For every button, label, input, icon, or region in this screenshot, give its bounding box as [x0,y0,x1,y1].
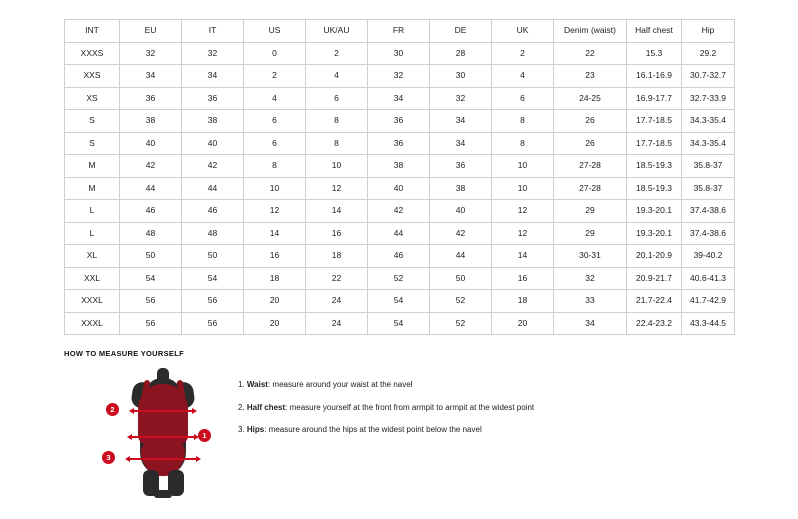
cell-int: M [65,177,120,200]
cell-it: 50 [182,245,244,268]
cell-denim-waist: 29 [554,200,627,223]
cell-it: 46 [182,200,244,223]
cell-half-chest: 20.1-20.9 [627,245,682,268]
cell-hip: 35.8-37 [682,177,735,200]
cell-it: 36 [182,87,244,110]
cell-half-chest: 22.4-23.2 [627,312,682,335]
cell-half-chest: 21.7-22.4 [627,290,682,313]
cell-uk: 10 [492,177,554,200]
column-header-uk: UK [492,20,554,43]
mannequin-illustration [106,366,220,496]
column-header-eu: EU [120,20,182,43]
arrow-left-icon [125,456,130,462]
cell-de: 38 [430,177,492,200]
cell-it: 40 [182,132,244,155]
cell-uk-au: 22 [306,267,368,290]
cell-eu: 56 [120,290,182,313]
measure-step-waist [238,380,534,390]
cell-de: 32 [430,87,492,110]
cell-us: 8 [244,155,306,178]
cell-uk: 20 [492,312,554,335]
cell-half-chest: 17.7-18.5 [627,110,682,133]
cell-eu: 40 [120,132,182,155]
cell-fr: 40 [368,177,430,200]
badge-waist: 1 [198,429,211,442]
cell-uk: 2 [492,42,554,65]
cell-half-chest: 16.1-16.9 [627,65,682,88]
cell-uk: 8 [492,110,554,133]
cell-uk: 16 [492,267,554,290]
cell-us: 10 [244,177,306,200]
cell-half-chest: 17.7-18.5 [627,132,682,155]
cell-de: 52 [430,312,492,335]
cell-denim-waist: 26 [554,132,627,155]
cell-it: 44 [182,177,244,200]
cell-fr: 46 [368,245,430,268]
cell-uk-au: 24 [306,290,368,313]
cell-hip: 34.3-35.4 [682,132,735,155]
column-header-uk-au: UK/AU [306,20,368,43]
cell-us: 2 [244,65,306,88]
step-term: Half chest [246,402,286,412]
cell-de: 52 [430,290,492,313]
step-term: Hips [246,425,265,435]
cell-de: 40 [430,200,492,223]
cell-hip: 29.2 [682,42,735,65]
how-to-measure-body [64,366,734,496]
table-row [65,155,735,178]
cell-fr: 36 [368,132,430,155]
cell-it: 38 [182,110,244,133]
cell-fr: 54 [368,312,430,335]
table-row [65,87,735,110]
cell-denim-waist: 33 [554,290,627,313]
cell-uk: 14 [492,245,554,268]
table-row [65,110,735,133]
cell-eu: 38 [120,110,182,133]
cell-eu: 44 [120,177,182,200]
cell-hip: 41.7-42.9 [682,290,735,313]
column-header-denim-waist: Denim (waist) [554,20,627,43]
cell-fr: 30 [368,42,430,65]
cell-eu: 36 [120,87,182,110]
cell-it: 42 [182,155,244,178]
cell-uk-au: 12 [306,177,368,200]
size-conversion-table-container [64,19,734,335]
cell-uk-au: 18 [306,245,368,268]
cell-eu: 48 [120,222,182,245]
cell-fr: 38 [368,155,430,178]
cell-eu: 56 [120,312,182,335]
cell-it: 32 [182,42,244,65]
cell-uk-au: 14 [306,200,368,223]
cell-fr: 54 [368,290,430,313]
cell-eu: 46 [120,200,182,223]
arrow-right-icon [196,456,201,462]
cell-fr: 34 [368,87,430,110]
cell-hip: 30.7-32.7 [682,65,735,88]
cell-half-chest: 19.3-20.1 [627,222,682,245]
cell-uk: 8 [492,132,554,155]
cell-denim-waist: 32 [554,267,627,290]
cell-uk: 4 [492,65,554,88]
how-to-measure-section [64,349,734,496]
column-header-int: INT [65,20,120,43]
cell-uk: 18 [492,290,554,313]
cell-uk-au: 6 [306,87,368,110]
cell-hip: 39-40.2 [682,245,735,268]
arrow-left-icon [129,408,134,414]
cell-denim-waist: 30-31 [554,245,627,268]
cell-int: XXXS [65,42,120,65]
cell-int: M [65,155,120,178]
cell-half-chest: 15.3 [627,42,682,65]
cell-int: XXXL [65,312,120,335]
arrow-right-icon [192,408,197,414]
cell-half-chest: 19.3-20.1 [627,200,682,223]
cell-us: 6 [244,110,306,133]
table-row [65,245,735,268]
cell-fr: 36 [368,110,430,133]
mannequin-stand [154,490,172,498]
cell-uk: 6 [492,87,554,110]
cell-int: XXL [65,267,120,290]
cell-eu: 42 [120,155,182,178]
cell-half-chest: 20.9-21.7 [627,267,682,290]
cell-de: 28 [430,42,492,65]
badge-half-chest: 2 [106,403,119,416]
cell-hip: 37.4-38.6 [682,222,735,245]
cell-it: 34 [182,65,244,88]
cell-uk: 12 [492,222,554,245]
cell-denim-waist: 27-28 [554,155,627,178]
cell-it: 56 [182,312,244,335]
cell-us: 16 [244,245,306,268]
measure-steps-list [238,366,534,448]
cell-fr: 42 [368,200,430,223]
column-header-it: IT [182,20,244,43]
cell-int: S [65,110,120,133]
cell-denim-waist: 34 [554,312,627,335]
cell-uk-au: 8 [306,110,368,133]
table-row [65,177,735,200]
cell-us: 18 [244,267,306,290]
cell-us: 14 [244,222,306,245]
cell-de: 50 [430,267,492,290]
cell-uk-au: 16 [306,222,368,245]
cell-int: L [65,222,120,245]
step-number: 3. [238,425,245,435]
cell-int: XS [65,87,120,110]
waist-measure-line [132,436,194,438]
measure-step-half-chest [238,403,534,413]
cell-uk-au: 2 [306,42,368,65]
cell-uk-au: 10 [306,155,368,178]
table-row [65,65,735,88]
cell-de: 30 [430,65,492,88]
cell-eu: 34 [120,65,182,88]
cell-it: 48 [182,222,244,245]
column-header-us: US [244,20,306,43]
cell-us: 12 [244,200,306,223]
cell-denim-waist: 27-28 [554,177,627,200]
arrow-left-icon [127,434,132,440]
cell-hip: 35.8-37 [682,155,735,178]
step-text: : measure around the hips at the widest point below the navel [264,425,482,435]
table-row [65,290,735,313]
cell-denim-waist: 24-25 [554,87,627,110]
table-row [65,42,735,65]
cell-denim-waist: 29 [554,222,627,245]
cell-us: 20 [244,312,306,335]
column-header-hip: Hip [682,20,735,43]
cell-uk: 10 [492,155,554,178]
cell-int: XXS [65,65,120,88]
cell-uk-au: 24 [306,312,368,335]
cell-int: XL [65,245,120,268]
cell-denim-waist: 22 [554,42,627,65]
cell-int: S [65,132,120,155]
table-row [65,132,735,155]
half-chest-measure-line [134,410,192,412]
cell-de: 34 [430,110,492,133]
cell-it: 56 [182,290,244,313]
table-row [65,312,735,335]
step-number: 2. [238,402,245,412]
how-to-measure-title: HOW TO MEASURE YOURSELF [64,349,184,358]
step-number: 1. [238,380,245,389]
cell-fr: 52 [368,267,430,290]
table-header-row [65,20,735,43]
measure-step-hips [238,425,534,435]
cell-de: 42 [430,222,492,245]
cell-us: 0 [244,42,306,65]
cell-hip: 40.6-41.3 [682,267,735,290]
cell-half-chest: 16.9-17.7 [627,87,682,110]
cell-eu: 54 [120,267,182,290]
cell-eu: 50 [120,245,182,268]
size-conversion-table [64,19,735,335]
cell-us: 4 [244,87,306,110]
cell-hip: 34.3-35.4 [682,110,735,133]
cell-hip: 37.4-38.6 [682,200,735,223]
step-text: : measure yourself at the front from armpit to armpit at the widest point [285,402,535,412]
cell-de: 34 [430,132,492,155]
cell-uk: 12 [492,200,554,223]
cell-fr: 44 [368,222,430,245]
cell-denim-waist: 23 [554,65,627,88]
hip-measure-line [130,458,196,460]
cell-us: 20 [244,290,306,313]
cell-hip: 32.7-33.9 [682,87,735,110]
cell-hip: 43.3-44.5 [682,312,735,335]
table-row [65,222,735,245]
cell-fr: 32 [368,65,430,88]
column-header-de: DE [430,20,492,43]
cell-uk-au: 4 [306,65,368,88]
table-row [65,200,735,223]
cell-it: 54 [182,267,244,290]
cell-denim-waist: 26 [554,110,627,133]
column-header-fr: FR [368,20,430,43]
cell-half-chest: 18.5-19.3 [627,155,682,178]
cell-de: 44 [430,245,492,268]
step-text: : measure around your waist at the navel [267,380,413,389]
cell-eu: 32 [120,42,182,65]
cell-de: 36 [430,155,492,178]
cell-half-chest: 18.5-19.3 [627,177,682,200]
step-term: Waist [246,380,268,389]
badge-hips: 3 [102,451,115,464]
column-header-half-chest: Half chest [627,20,682,43]
cell-int: L [65,200,120,223]
cell-us: 6 [244,132,306,155]
cell-int: XXXL [65,290,120,313]
cell-uk-au: 8 [306,132,368,155]
table-row [65,267,735,290]
